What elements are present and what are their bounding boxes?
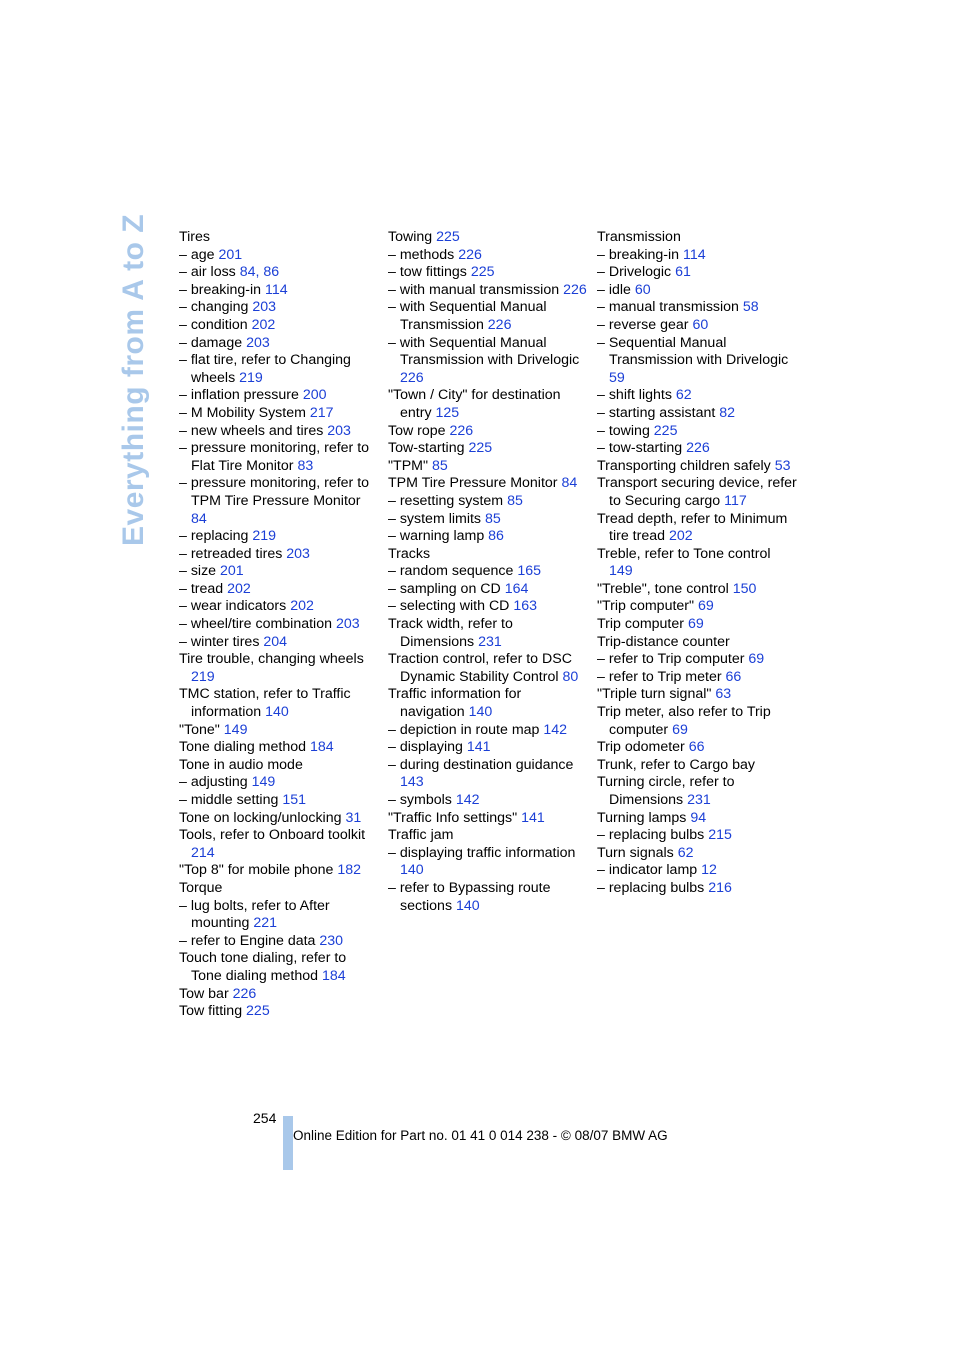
page-reference-link[interactable]: 69	[748, 651, 765, 668]
page-reference-link[interactable]: 86	[488, 528, 504, 545]
index-entry-text: Tools, refer to Onboard toolkit	[179, 827, 366, 844]
footer-accent-bar	[283, 1116, 293, 1170]
page-reference-link[interactable]: 163	[513, 598, 538, 615]
page-reference-link[interactable]: 219	[252, 528, 277, 545]
index-entry-text: – refer to Trip computer	[597, 651, 745, 668]
index-entry	[388, 757, 588, 792]
page-reference-link[interactable]: 165	[517, 563, 542, 580]
index-column-2	[388, 229, 588, 915]
index-entry-text: – random sequence	[388, 563, 514, 580]
index-entry-text: – towing	[597, 422, 650, 439]
index-entry	[179, 335, 379, 353]
page-reference-link[interactable]: 225	[653, 422, 678, 439]
index-entry-text: – M Mobility System	[179, 404, 306, 421]
index-entry-text: – air loss	[179, 264, 236, 281]
index-entry-text: – breaking-in	[179, 281, 262, 298]
index-entry	[388, 686, 588, 721]
index-entry	[388, 598, 588, 616]
index-entry-text: – during destination guidance	[388, 756, 574, 773]
index-entry	[597, 405, 797, 423]
index-column-1	[179, 229, 379, 1021]
index-entry	[179, 950, 379, 985]
index-entry	[597, 299, 797, 317]
page-reference-link[interactable]: 69	[672, 721, 688, 738]
page-reference-link[interactable]: 12	[701, 862, 717, 879]
page-reference-link[interactable]: 80	[562, 668, 579, 685]
index-entry-text: Torque	[179, 879, 223, 896]
page-reference-link[interactable]: 66	[688, 739, 705, 756]
index-entry	[597, 669, 797, 687]
page-reference-link[interactable]: 85	[484, 510, 501, 527]
page-reference-link[interactable]: 84, 86	[239, 264, 280, 281]
page-reference-link[interactable]: 61	[675, 264, 691, 281]
index-entry-text: – pressure monitoring, refer to Flat Tire Monitor	[179, 440, 370, 474]
page-reference-link[interactable]: 225	[436, 229, 460, 245]
index-entry	[179, 880, 379, 898]
index-entry	[597, 862, 797, 880]
page-reference-link[interactable]: 225	[470, 264, 495, 281]
index-entry-text: Treble, refer to Tone control	[597, 545, 771, 562]
page-reference-link[interactable]: 164	[504, 580, 529, 597]
page-reference-link[interactable]: 182	[337, 862, 362, 879]
index-entry-text: Trip computer	[597, 616, 684, 633]
index-entry	[597, 475, 797, 510]
page-reference-link[interactable]: 69	[687, 616, 704, 633]
index-entry-text: – warning lamp	[388, 528, 485, 545]
index-entry	[179, 317, 379, 335]
index-entry	[597, 546, 797, 581]
index-entry-text: – sampling on CD	[388, 580, 501, 597]
page-reference-link[interactable]: 142	[455, 792, 480, 808]
index-entry	[179, 282, 379, 300]
index-entry	[179, 1003, 379, 1021]
page-reference-link[interactable]: 226	[232, 985, 257, 1002]
page-reference-link[interactable]: 58	[742, 299, 759, 316]
index-entry	[179, 933, 379, 951]
index-entry	[179, 423, 379, 441]
page-number: 254	[253, 1110, 277, 1126]
index-entry	[388, 229, 588, 247]
index-entry	[179, 898, 379, 933]
index-entry	[597, 845, 797, 863]
index-entry	[388, 264, 588, 282]
index-entry	[597, 598, 797, 616]
page-reference-link[interactable]: 203	[246, 334, 270, 351]
index-entry	[388, 475, 588, 493]
page-reference-link[interactable]: 203	[286, 545, 310, 562]
index-entry-text: – adjusting	[179, 774, 248, 791]
page-reference-link[interactable]: 226	[487, 316, 512, 333]
index-entry-text: Traction control, refer to DSC Dynamic Stability Control	[388, 651, 572, 685]
index-entry	[388, 845, 588, 880]
index-entry	[388, 792, 588, 810]
page-reference-link[interactable]: 143	[400, 774, 424, 791]
index-entry-text: Tread depth, refer to Minimum tire tread	[597, 510, 788, 545]
index-entry-text: – condition	[179, 316, 248, 333]
index-entry-text: – damage	[179, 334, 243, 351]
page-reference-link[interactable]: 60	[692, 316, 709, 333]
index-entry	[179, 774, 379, 792]
page-reference-link[interactable]: 204	[263, 633, 288, 650]
page-reference-link[interactable]: 219	[239, 369, 263, 386]
page-reference-link[interactable]: 202	[668, 528, 693, 545]
index-entry-text: – starting assistant	[597, 404, 716, 421]
page-reference-link[interactable]: 231	[478, 633, 502, 650]
index-entry	[388, 423, 588, 441]
index-entry-text: "Treble", tone control	[597, 580, 729, 597]
page-reference-link[interactable]: 231	[687, 792, 711, 808]
index-entry-text: Turn signals	[597, 844, 674, 861]
index-entry-text: – breaking-in	[597, 246, 680, 263]
index-entry-text: TMC station, refer to Traffic information	[179, 686, 351, 721]
index-entry-text: – tow-starting	[597, 440, 683, 457]
index-entry	[597, 616, 797, 634]
index-entry	[388, 528, 588, 546]
page-reference-link[interactable]: 117	[724, 492, 747, 509]
index-entry-text: "Traffic Info settings"	[388, 809, 518, 826]
index-entry-text: Trip meter, also refer to Trip computer	[597, 704, 771, 738]
page-reference-link[interactable]: 226	[400, 369, 424, 386]
page-reference-link[interactable]: 225	[246, 1003, 270, 1020]
index-entry	[597, 229, 797, 247]
index-entry	[179, 757, 379, 775]
index-entry	[388, 546, 588, 564]
page-reference-link[interactable]: 94	[690, 809, 707, 826]
index-entry-text: – tow fittings	[388, 264, 467, 281]
index-entry-text: – methods	[388, 246, 455, 263]
index-entry	[388, 581, 588, 599]
index-entry	[597, 581, 797, 599]
index-entry	[388, 299, 588, 334]
index-entry-text: Tow bar	[179, 985, 229, 1002]
page-reference-link[interactable]: 82	[719, 404, 736, 421]
page-reference-link[interactable]: 202	[251, 316, 276, 333]
index-entry-text: – winter tires	[179, 633, 260, 650]
index-entry	[597, 423, 797, 441]
page-reference-link[interactable]: 202	[290, 598, 314, 615]
index-entry	[388, 880, 588, 915]
index-entry	[597, 264, 797, 282]
page-reference-link[interactable]: 201	[218, 246, 243, 263]
index-entry	[179, 475, 379, 528]
page-reference-link[interactable]: 69	[698, 598, 714, 615]
index-entry	[179, 810, 379, 828]
index-entry-text: – tread	[179, 580, 224, 597]
index-entry-text: – size	[179, 563, 217, 580]
page-reference-link[interactable]: 203	[335, 616, 360, 633]
index-entry	[388, 247, 588, 265]
index-entry	[179, 229, 379, 247]
index-entry	[597, 739, 797, 757]
index-entry-text: Touch tone dialing, refer to Tone dialing method	[179, 950, 347, 984]
index-entry-text: Tone in audio mode	[179, 756, 303, 773]
index-entry-text: "Tone"	[179, 721, 220, 738]
index-entry-text: – age	[179, 246, 215, 263]
index-entry-text: – displaying traffic information	[388, 844, 576, 861]
index-entry	[179, 686, 379, 721]
side-section-title: Everything from A to Z	[117, 213, 150, 546]
page-reference-link[interactable]: 149	[609, 563, 633, 580]
index-entry	[597, 247, 797, 265]
index-entry	[179, 651, 379, 686]
index-entry	[179, 792, 379, 810]
page-reference-link[interactable]: 141	[521, 809, 545, 826]
page-reference-link[interactable]: 141	[466, 739, 491, 756]
index-entry	[179, 616, 379, 634]
index-entry-text: – indicator lamp	[597, 862, 698, 879]
index-entry-text: Tone on locking/unlocking	[179, 809, 342, 826]
index-entry	[179, 387, 379, 405]
index-entry	[597, 757, 797, 775]
index-entry	[597, 827, 797, 845]
index-entry	[388, 722, 588, 740]
index-entry	[597, 634, 797, 652]
page-reference-link[interactable]: 214	[191, 844, 215, 861]
index-entry-text: – system limits	[388, 510, 482, 527]
page-reference-link[interactable]: 31	[345, 809, 362, 826]
page-reference-link[interactable]: 140	[468, 704, 493, 721]
index-entry-text: Track width, refer to Dimensions	[388, 616, 513, 650]
page-reference-link[interactable]: 184	[309, 739, 334, 756]
page-reference-link[interactable]: 149	[223, 721, 248, 738]
index-entry-text: "Trip computer"	[597, 598, 695, 615]
index-entry	[597, 458, 797, 476]
index-entry-text: – refer to Engine data	[179, 932, 316, 949]
index-entry-text: – with Sequential Manual Transmission	[388, 299, 547, 333]
index-entry-text: – changing	[179, 299, 249, 316]
page-reference-link[interactable]: 125	[435, 404, 460, 421]
page-reference-link[interactable]: 203	[252, 299, 277, 316]
index-entry-text: – depiction in route map	[388, 721, 540, 738]
index-entry	[388, 493, 588, 511]
index-entry	[388, 511, 588, 529]
index-entry	[388, 282, 588, 300]
index-entry-text: – with Sequential Manual Transmission with Drivelogic	[388, 334, 580, 369]
page-reference-link[interactable]: 85	[431, 457, 448, 474]
page-reference-link[interactable]: 83	[297, 457, 314, 474]
index-entry-text: – flat tire, refer to Changing wheels	[179, 352, 351, 386]
page-reference-link[interactable]: 201	[220, 563, 244, 580]
index-entry-text: – with manual transmission	[388, 281, 560, 298]
index-entry-text: Tracks	[388, 545, 431, 562]
index-entry	[388, 651, 588, 686]
index-entry	[179, 247, 379, 265]
index-entry	[597, 335, 797, 388]
index-entry-text: – displaying	[388, 739, 463, 756]
page-reference-link[interactable]: 217	[309, 404, 334, 421]
index-entry-text: Tires	[179, 229, 211, 245]
index-entry-text: – pressure monitoring, refer to TPM Tire Pressure Monitor	[179, 475, 370, 509]
index-entry	[179, 405, 379, 423]
index-entry-text: Transport securing device, refer to Securing cargo	[597, 475, 797, 509]
index-entry-text: – retreaded tires	[179, 545, 283, 562]
page-reference-link[interactable]: 142	[543, 721, 568, 738]
index-entry-text: Tire trouble, changing wheels	[179, 651, 364, 668]
index-entry-text: – replacing	[179, 528, 249, 545]
index-entry	[179, 827, 379, 862]
index-entry-text: – idle	[597, 281, 631, 298]
index-entry	[388, 616, 588, 651]
index-entry	[388, 458, 588, 476]
index-entry	[179, 546, 379, 564]
index-entry-text: – manual transmission	[597, 299, 739, 316]
index-entry-text: – symbols	[388, 792, 452, 808]
page-reference-link[interactable]: 66	[725, 668, 742, 685]
page-reference-link[interactable]: 226	[449, 422, 474, 439]
index-entry	[388, 827, 588, 845]
page-reference-link[interactable]: 62	[675, 387, 692, 404]
index-entry-text: – Sequential Manual Transmission with Drivelogic	[597, 334, 789, 369]
page-reference-link[interactable]: 60	[634, 281, 651, 298]
index-entry-text: Turning circle, refer to Dimensions	[597, 774, 735, 808]
page-reference-link[interactable]: 219	[191, 668, 215, 685]
index-entry-text: – replacing bulbs	[597, 827, 705, 844]
index-entry-text: "TPM"	[388, 457, 429, 474]
index-entry-text: Tone dialing method	[179, 739, 306, 756]
index-entry-text: Towing	[388, 229, 433, 245]
index-entry	[179, 634, 379, 652]
index-column-3	[597, 229, 797, 898]
index-entry-text: – wheel/tire combination	[179, 616, 332, 633]
index-entry	[179, 299, 379, 317]
index-entry-text: Transmission	[597, 229, 681, 245]
index-entry	[597, 317, 797, 335]
index-entry	[597, 511, 797, 546]
index-entry-text: – inflation pressure	[179, 387, 299, 404]
index-entry	[597, 704, 797, 739]
index-entry-text: – replacing bulbs	[597, 879, 705, 896]
index-entry-text: – refer to Bypassing route sections	[388, 879, 551, 914]
index-entry-text: TPM Tire Pressure Monitor	[388, 475, 558, 492]
page-reference-link[interactable]: 216	[708, 879, 732, 896]
index-entry-text: Tow rope	[388, 422, 446, 439]
index-entry	[388, 387, 588, 422]
page-reference-link[interactable]: 114	[264, 281, 288, 298]
index-entry	[597, 810, 797, 828]
index-entry	[597, 686, 797, 704]
index-entry-text: – refer to Trip meter	[597, 668, 722, 685]
index-entry	[179, 528, 379, 546]
page-reference-link[interactable]: 140	[265, 704, 289, 721]
page-reference-link[interactable]: 84	[191, 510, 207, 527]
index-entry	[179, 563, 379, 581]
index-entry-text: Trunk, refer to Cargo bay	[597, 756, 755, 773]
index-entry-text: – resetting system	[388, 492, 504, 509]
index-entry	[179, 352, 379, 387]
index-entry-text: Turning lamps	[597, 809, 687, 826]
page-reference-link[interactable]: 62	[677, 844, 694, 861]
page-reference-link[interactable]: 226	[563, 281, 587, 298]
index-entry	[179, 722, 379, 740]
page-reference-link[interactable]: 203	[327, 422, 351, 439]
index-entry	[179, 739, 379, 757]
page-reference-link[interactable]: 63	[715, 686, 732, 703]
index-entry-text: "Town / City" for destination entry	[388, 387, 561, 421]
index-entry	[179, 598, 379, 616]
index-entry-text: Transporting children safely	[597, 457, 771, 474]
index-entry-text: – reverse gear	[597, 316, 689, 333]
footer-edition-text: Online Edition for Part no. 01 41 0 014 238 - © 08/07 BMW AG	[293, 1128, 668, 1143]
index-entry-text: Trip-distance counter	[597, 633, 730, 650]
page-reference-link[interactable]: 114	[682, 246, 706, 263]
index-entry-text: – selecting with CD	[388, 598, 510, 615]
page-reference-link[interactable]: 84	[561, 475, 578, 492]
index-entry-text: – middle setting	[179, 792, 279, 808]
index-entry	[597, 440, 797, 458]
index-entry	[388, 563, 588, 581]
page-reference-link[interactable]: 59	[609, 369, 625, 386]
index-entry	[388, 810, 588, 828]
index-entry-text: Trip odometer	[597, 739, 685, 756]
index-entry	[179, 862, 379, 880]
index-entry-text: – wear indicators	[179, 598, 287, 615]
index-entry	[388, 335, 588, 388]
page-reference-link[interactable]: 215	[708, 827, 732, 844]
page-reference-link[interactable]: 226	[458, 246, 482, 263]
index-entry	[597, 387, 797, 405]
page-reference-link[interactable]: 202	[227, 580, 251, 597]
index-entry	[597, 880, 797, 898]
index-entry-text: – shift lights	[597, 387, 672, 404]
page-reference-link[interactable]: 85	[507, 492, 523, 509]
index-entry	[179, 440, 379, 475]
index-entry-text: Traffic jam	[388, 827, 454, 844]
page-reference-link[interactable]: 225	[468, 440, 493, 457]
index-entry	[179, 581, 379, 599]
index-entry	[597, 651, 797, 669]
page-reference-link[interactable]: 184	[321, 967, 346, 984]
index-entry	[179, 264, 379, 282]
index-entry	[388, 440, 588, 458]
index-entry-text: Tow-starting	[388, 440, 465, 457]
index-entry-text: – Drivelogic	[597, 264, 672, 281]
page-reference-link[interactable]: 149	[251, 774, 276, 791]
page-reference-link[interactable]: 140	[456, 897, 480, 914]
index-entry	[388, 739, 588, 757]
index-entry	[597, 774, 797, 809]
index-entry	[179, 986, 379, 1004]
page-reference-link[interactable]: 226	[686, 440, 710, 457]
index-entry-text: "Top 8" for mobile phone	[179, 862, 334, 879]
page-reference-link[interactable]: 140	[400, 862, 424, 879]
index-entry-text: – lug bolts, refer to After mounting	[179, 897, 330, 932]
index-entry-text: – new wheels and tires	[179, 422, 324, 439]
page-reference-link[interactable]: 221	[253, 915, 277, 932]
index-entry-text: "Triple turn signal"	[597, 686, 712, 703]
index-entry-text: Tow fitting	[179, 1003, 243, 1020]
page-reference-link[interactable]: 230	[319, 932, 344, 949]
index-entry-text: Traffic information for navigation	[388, 686, 522, 721]
page-reference-link[interactable]: 151	[282, 792, 306, 808]
page-reference-link[interactable]: 53	[774, 457, 791, 474]
page-reference-link[interactable]: 150	[732, 580, 757, 597]
page-reference-link[interactable]: 200	[302, 387, 327, 404]
index-entry	[597, 282, 797, 300]
